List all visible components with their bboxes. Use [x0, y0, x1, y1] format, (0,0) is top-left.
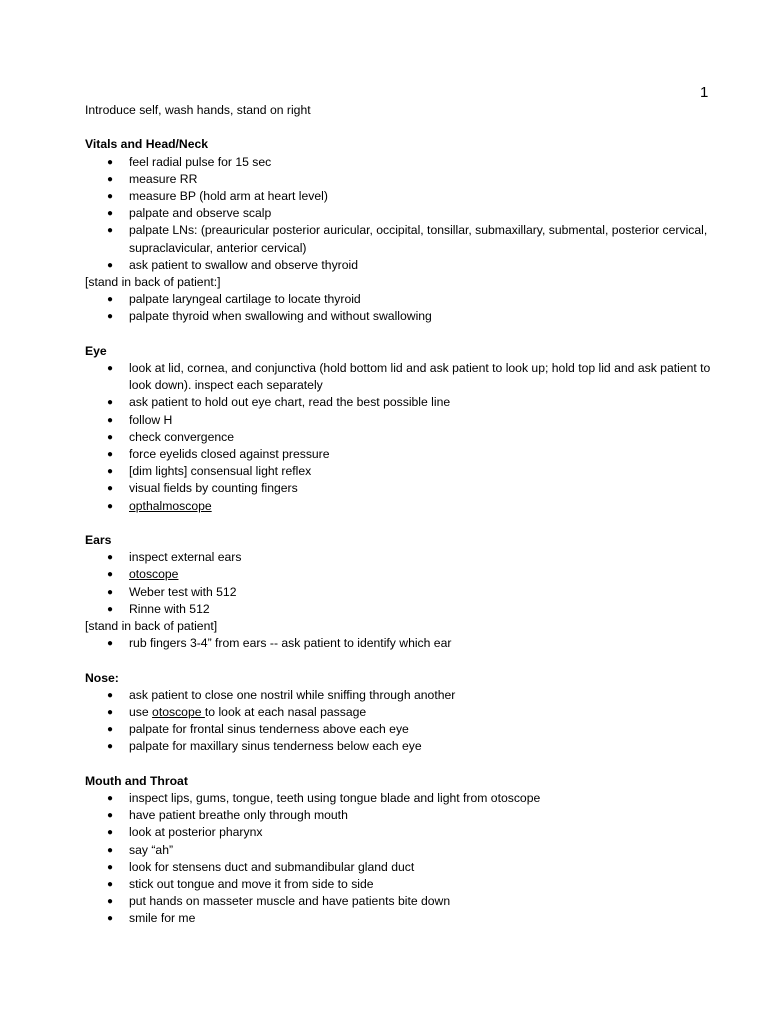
list-item: ● palpate for maxillary sinus tenderness below each eye — [85, 738, 725, 755]
list-item: ● use otoscope to look at each nasal passage — [85, 704, 725, 721]
list-item: ● smile for me — [85, 910, 725, 927]
bullet-icon: ● — [107, 913, 114, 925]
document-body — [85, 102, 725, 928]
section-heading-mouth: Mouth and Throat — [85, 773, 188, 788]
list-item: ● [dim lights] consensual light reflex — [85, 463, 725, 480]
list-item: ● rub fingers 3-4” from ears -- ask patient to identify which ear — [85, 635, 725, 652]
bullet-icon: ● — [107, 156, 114, 168]
link-otoscope: otoscope — [129, 567, 179, 582]
bullet-icon: ● — [107, 707, 114, 719]
list-item: ● palpate thyroid when swallowing and without swallowing — [85, 308, 725, 325]
section-heading-nose: Nose: — [85, 670, 119, 685]
bullet-icon: ● — [107, 741, 114, 753]
list-item — [85, 566, 725, 583]
list-item: ● palpate laryngeal cartilage to locate thyroid — [85, 291, 725, 308]
list-item: ● palpate LNs: (preauricular posterior auricular, occipital, tonsillar, submaxillary, submental, posterior cervical, supraclavicular, anterior cervical) — [107, 223, 708, 255]
link-opthalmoscope: opthalmoscope — [129, 498, 212, 513]
bullet-icon: ● — [107, 896, 114, 908]
list-vitals — [85, 154, 725, 274]
list-ears — [85, 549, 725, 618]
list-item: ● check convergence — [85, 429, 725, 446]
list-item: ● ask patient to hold out eye chart, read the best possible line — [85, 394, 725, 411]
list-item: ● ask patient to swallow and observe thyroid — [85, 257, 725, 274]
list-item: ● have patient breathe only through mouth — [85, 807, 725, 824]
list-item: ● follow H — [85, 412, 725, 429]
bullet-icon: ● — [107, 689, 114, 701]
list-item: ● force eyelids closed against pressure — [85, 446, 725, 463]
list-vitals-back — [85, 291, 725, 325]
section-heading-eye: Eye — [85, 343, 107, 358]
bullet-icon: ● — [107, 827, 114, 839]
bullet-icon: ● — [107, 363, 114, 375]
list-item: ● put hands on masseter muscle and have patients bite down — [85, 893, 725, 910]
bullet-icon: ● — [107, 844, 114, 856]
note-stand-back: [stand in back of patient:] — [85, 275, 221, 290]
bullet-icon: ● — [107, 397, 114, 409]
bullet-icon: ● — [107, 569, 114, 581]
list-item: ● ask patient to close one nostril while sniffing through another — [85, 687, 725, 704]
bullet-icon: ● — [107, 225, 114, 237]
bullet-icon: ● — [107, 208, 114, 220]
list-item: ● stick out tongue and move it from side to side — [85, 876, 725, 893]
bullet-icon: ● — [107, 449, 114, 461]
bullet-icon: ● — [107, 638, 114, 650]
list-item: ● measure RR — [85, 171, 725, 188]
bullet-icon: ● — [107, 414, 114, 426]
list-mouth — [85, 790, 725, 928]
intro-line: Introduce self, wash hands, stand on right — [85, 103, 311, 117]
list-item: ● measure BP (hold arm at heart level) — [85, 188, 725, 205]
section-heading-vitals: Vitals and Head/Neck — [85, 137, 209, 152]
list-nose — [85, 687, 725, 756]
list-item: ● inspect external ears — [85, 549, 725, 566]
list-item: ● palpate for frontal sinus tenderness above each eye — [85, 721, 725, 738]
bullet-icon: ● — [107, 173, 114, 185]
bullet-icon: ● — [107, 191, 114, 202]
bullet-icon: ● — [107, 483, 114, 495]
bullet-icon: ● — [107, 431, 114, 443]
bullet-icon: ● — [107, 724, 114, 736]
list-item: ● visual fields by counting fingers — [85, 480, 725, 497]
section-heading-ears: Ears — [85, 533, 112, 548]
bullet-icon: ● — [107, 259, 114, 271]
page-number: 1 — [700, 84, 709, 101]
list-eye — [85, 360, 725, 515]
bullet-icon: ● — [107, 586, 114, 598]
list-item: ● inspect lips, gums, tongue, teeth using tongue blade and light from otoscope — [85, 790, 725, 807]
bullet-icon: ● — [107, 603, 114, 615]
bullet-icon: ● — [107, 861, 114, 873]
list-item: ● feel radial pulse for 15 sec — [85, 154, 725, 171]
list-item: ● look at lid, cornea, and conjunctiva (hold bottom lid and ask patient to look up; hold top lid and ask patient to look down). inspect each separately — [107, 361, 711, 393]
bullet-icon: ● — [107, 879, 114, 891]
list-item: ● Weber test with 512 — [85, 584, 725, 601]
bullet-icon: ● — [107, 810, 114, 822]
list-item: ● look for stensens duct and submandibular gland duct — [85, 859, 725, 876]
note-stand-back-ears: [stand in back of patient] — [85, 619, 218, 634]
list-item: ● say “ah” — [85, 842, 725, 859]
bullet-icon: ● — [107, 500, 114, 512]
list-item: ● look at posterior pharynx — [85, 824, 725, 841]
bullet-icon: ● — [107, 552, 114, 564]
bullet-icon: ● — [107, 294, 114, 306]
bullet-icon: ● — [107, 466, 114, 478]
list-ears-back — [85, 635, 725, 652]
list-item: ● palpate and observe scalp — [85, 205, 725, 222]
bullet-icon: ● — [107, 311, 114, 323]
list-item — [85, 498, 725, 515]
bullet-icon: ● — [107, 793, 114, 805]
list-item: ● Rinne with 512 — [85, 601, 725, 618]
link-otoscope-nose: otoscope — [152, 705, 205, 720]
